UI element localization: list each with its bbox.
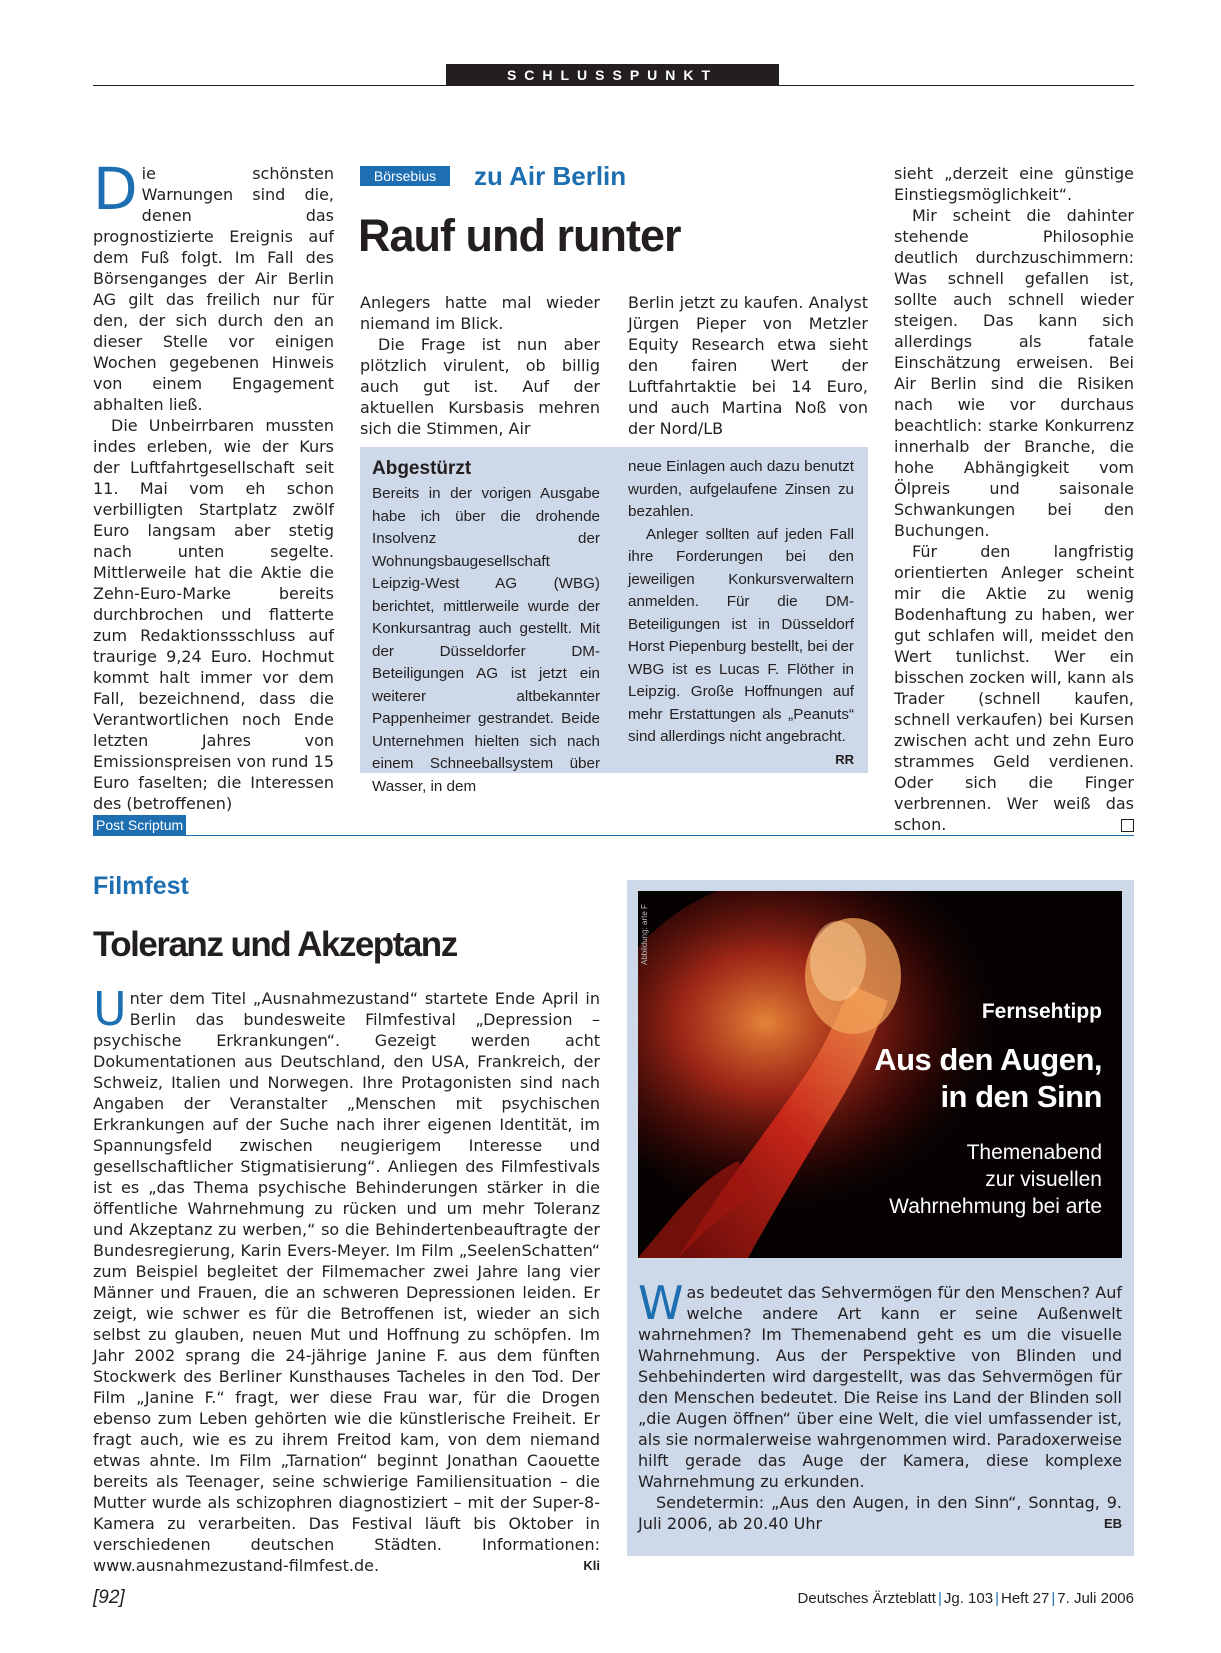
tv-subtitle-line: Wahrnehmung bei arte bbox=[889, 1195, 1102, 1218]
paragraph: Bereits in der vorigen Ausgabe habe ich über die drohende Insolvenz der Wohnungsbaugesellschaft Leipzig-West AG (WBG) berichtet, mittlerweile wurde der Konkursantrag auch gestellt. Mit der Düsseldorfer DM-Beteiligungen AG ist jetzt ein weiterer altbekannter Pappenheimer gestrandet. Beide Unternehmen hielten sich nach einem Schneeballsystem über Wasser, in dem bbox=[372, 485, 600, 795]
paragraph: Mir scheint die dahinter stehende Philosophie deutlich durchzuschimmern: Was schnell gefallen ist, sollte auch schnell wieder steigen. Das kann sich allerdings als fatale Einschätzung erweisen. Bei Air Berlin sind die Risiken nach wie vor durchaus beachtlich: starke Konkurrenz innerhalb der Branche, die hohe Abhängigkeit vom Ölpreis und saisonale Schwankungen bei den Buchungen. bbox=[894, 206, 1134, 540]
paragraph bbox=[638, 1492, 1122, 1534]
author-signature: EB bbox=[1103, 1516, 1122, 1531]
journal-issue: Heft 27 bbox=[1000, 1590, 1050, 1607]
paragraph: neue Einlagen auch dazu benutzt wurden, aufgelaufene Zinsen zu bezahlen. bbox=[628, 458, 854, 520]
paragraph-text: Sendetermin: „Aus den Augen, in den Sinn“, Sonntag, 9. Juli 2006, ab 20.40 Uhr bbox=[638, 1493, 1122, 1533]
article-headline: Rauf und runter bbox=[358, 210, 681, 261]
tv-subtitle-line: zur visuellen bbox=[985, 1168, 1102, 1191]
header-rule bbox=[93, 85, 1134, 86]
tv-title-line: in den Sinn bbox=[940, 1079, 1102, 1114]
page-number: [92] bbox=[93, 1587, 125, 1608]
tv-subtitle-line: Themenabend bbox=[966, 1141, 1102, 1164]
journal-volume: Jg. 103 bbox=[943, 1590, 994, 1607]
rubric-tag: Börsebius bbox=[360, 166, 450, 186]
info-box-left bbox=[372, 456, 600, 798]
paragraph bbox=[628, 524, 854, 767]
drop-cap: U bbox=[93, 982, 127, 1036]
tv-kicker: Fernsehtipp bbox=[981, 1000, 1102, 1023]
paragraph: ie schönsten Warnungen sind die, denen das prognostizierte Ereignis auf dem Fuß folgt. Im Fall des Börsenganges der Air Berlin AG gilt das freilich nur für den, der sich durch den an dieser Stelle vor einigen Wochen gegebenen Hinweis von einem Engagement abhalten ließ. bbox=[93, 164, 334, 414]
paragraph: sieht „derzeit eine günstige Einstiegsmöglichkeit“. bbox=[894, 164, 1134, 204]
journal-name: Deutsches Ärzteblatt bbox=[797, 1590, 936, 1607]
author-signature: RR bbox=[835, 751, 854, 767]
paragraph-text: as bedeutet das Sehvermögen für den Menschen? Auf welche andere Art kann er seine Außenwelt wahrnehmen? Im Themenabend geht es um die visuelle Wahrnehmung. Aus der Perspektive von Blinden und Sehbehinderten wird dargestellt, was das Sehvermögen für den Menschen bedeutet. Die Reise ins Land der Blinden soll „die Augen öffnen“ über eine Welt, die viel umfassender ist, als sie normalerweise wahrgenommen wird. Paradoxerweise hilft gerade das Auge der Kamera, diese komplexe Wahrnehmung zu erkunden. bbox=[638, 1283, 1122, 1491]
separator: | bbox=[995, 1590, 999, 1607]
article-column-4 bbox=[894, 163, 1134, 835]
paragraph: Die Unbeirrbaren mussten indes erleben, wie der Kurs der Luftfahrtgesellschaft seit 11. Mai vom eh schon verbilligten Startplatz zwölf Euro langsam aber stetig nach unten segelte. Mittlerweile hat die Aktie die Zehn-Euro-Marke bereits durchbrochen und flatterte zum Redaktionssschluss auf traurige 9,24 Euro. Hochmut kommt halt immer vor dem Fall, bezeichnend, dass die Verantwortlichen noch Ende letzten Jahres von Emissionspreisen von rund 15 Euro faselten; die Interessen des (betroffenen) bbox=[93, 416, 334, 813]
tv-body bbox=[638, 1276, 1122, 1534]
paragraph-text: nter dem Titel „Ausnahmezustand“ startete Ende April in Berlin das bundesweite Filmfestival „Depression – psychische Erkrankungen“. Gezeigt werden acht Dokumentationen aus Deutschland, den USA, Frankreich, der Schweiz, Italien und Norwegen. Ihre Protagonisten sind nach Angaben der Veranstalter „Menschen mit psychischen Erkrankungen auf der Suche nach ihrer eigenen Identität, im Spannungsfeld zwischen neugierigem Interesse und gesellschaftlicher Stigmatisierung“. Anliegen des Filmfestivals ist es „das Thema psychische Behinderungen stärker in die öffentliche Wahrnehmung zu rücken und um mehr Toleranz und Akzeptanz zu werben,“ so die Behindertenbeauftragte der Bundesregierung, Karin Evers-Meyer. Im Film „SeelenSchatten“ zum Beispiel begleitet der Filmemacher zwei Jahre lang vier Männer und Frauen, die an schweren Depressionen leiden. Er zeigt, wie schwer es für die Betroffenen ist, wieder an sich selbst zu glauben, neuen Mut und Hoffnung zu schöpfen. Im Jahr 2002 sprang die 24-jährige Janine F. aus dem fünften Stockwerk des Berliner Kunsthauses Tacheles in den Tod. Der Film „Janine F.“ fragt, wer diese Frau war, für die Drogen ebenso zum Leben gehörten wie die künstlerische Freiheit. Er fragt auch, wie es zu ihrem Freitod kam, von dem niemand etwas ahnte. Im Film „Tarnation“ beginnt Jonathan Caouette bereits als Teenager, seine schwierige Familiensituation – die Mutter wurde als schizophren diagnostiziert – mit der Super-8-Kamera zu verarbeiten. Das Festival läuft bis Oktober in verschiedenen deutschen Städten. Informationen: www.ausnahmezustand-filmfest.de. bbox=[93, 989, 600, 1575]
article-kicker: zu Air Berlin bbox=[474, 161, 627, 191]
paragraph bbox=[894, 541, 1134, 835]
info-box-right bbox=[628, 456, 854, 771]
separator: | bbox=[1051, 1590, 1056, 1607]
paragraph: Die Frage ist nun aber plötzlich virulent, ob billig auch gut ist. Auf der aktuellen Kursbasis mehren sich die Stimmen, Air bbox=[360, 335, 600, 438]
paragraph-text: Anleger sollten auf jeden Fall ihre Forderungen bei den jeweiligen Konkursverwaltern anmelden. Für die DM-Beteiligungen ist in Düsseldorf Horst Piepenburg bestellt, bei der WBG ist es Lucas F. Flöther in Leipzig. Große Hoffnungen auf mehr Erstattungen als „Peanuts“ sind allerdings nicht angebracht. bbox=[628, 525, 854, 745]
tv-title bbox=[874, 1041, 1102, 1115]
image-credit: Abbildung: arte F bbox=[640, 904, 649, 965]
tv-subtitle bbox=[889, 1139, 1102, 1220]
section-header: SCHLUSSPUNKT bbox=[446, 64, 779, 86]
author-signature: Kli bbox=[583, 1558, 600, 1573]
article-column-1 bbox=[93, 155, 334, 814]
paragraph: Anlegers hatte mal wieder niemand im Blick. bbox=[360, 293, 600, 333]
postscriptum-tag: Post Scriptum bbox=[93, 815, 186, 835]
paragraph: Berlin jetzt zu kaufen. Analyst Jürgen Pieper von Metzler Equity Research etwa sieht den fairen Wert der Luftfahrtaktie bei 14 Euro, und auch Martina Noß von der Nord/LB bbox=[628, 293, 868, 438]
tv-tip-image bbox=[638, 891, 1122, 1258]
article-column-2 bbox=[360, 292, 600, 439]
postscriptum-rule bbox=[93, 835, 1134, 836]
article-column-3 bbox=[628, 292, 868, 439]
separator: | bbox=[937, 1590, 942, 1607]
journal-footer bbox=[798, 1590, 1134, 1607]
paragraph-text: Für den langfristig orientierten Anleger scheint mir die Aktie zu wenig Bodenhaftung zu haben, wer gut schlafen will, meidet den Wert tunlichst. Wer ein bisschen zocken will, kann als Trader (schnell kaufen, schnell verkaufen) bei Kursen zwischen acht und zehn Euro strammes Geld verdienen. Oder sich die Finger verbrennen. Wer weiß das schon. bbox=[894, 542, 1134, 834]
filmfest-body bbox=[93, 982, 600, 1576]
tv-title-line: Aus den Augen, bbox=[874, 1042, 1102, 1077]
journal-date: 7. Juli 2006 bbox=[1057, 1590, 1134, 1607]
drop-cap: D bbox=[93, 155, 138, 223]
filmfest-headline: Toleranz und Akzeptanz bbox=[93, 925, 457, 964]
info-box-title: Abgestürzt bbox=[372, 458, 472, 479]
drop-cap: W bbox=[638, 1276, 684, 1330]
filmfest-kicker: Filmfest bbox=[93, 872, 189, 900]
end-of-article-icon bbox=[1121, 819, 1134, 832]
